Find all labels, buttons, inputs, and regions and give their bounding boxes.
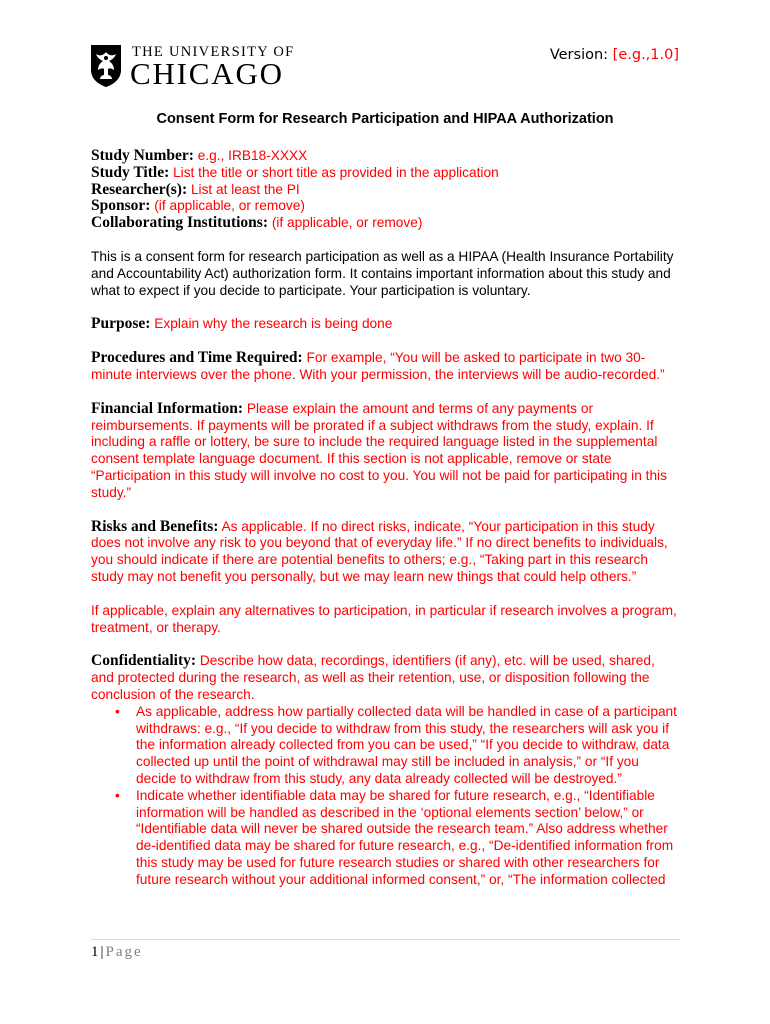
risks-text: As applicable. If no direct risks, indicate, “Your participation in this study does not involve any risk to you beyond that of everyday life.” If no direct benefits to individuals, you should indicate if there are potential benefits to others; e.g., “Taking part in this research study may not benefit you personally, but we may learn new things that could help others.” xyxy=(91,518,668,584)
version-value: [e.g.,1.0] xyxy=(612,47,679,63)
list-item: • Indicate whether identifiable data may be shared for future research, e.g., “Identifiable information will be handled as described in the ‘optional elements section’ below,” or “Identifiable data will never be shared outside the research team.” Also address whether de-identified data may be shared for future research, e.g., “De-identified information from this study may be used for future research studies or shared with other researchers for future research without your additional informed consent,” or, “The information collected xyxy=(136,788,681,889)
researchers-label: Researcher(s): xyxy=(91,180,188,198)
page-number: 1 xyxy=(91,944,99,960)
page-footer xyxy=(91,944,143,961)
procedures-section xyxy=(91,350,681,384)
logo-line-1: THE UNIVERSITY OF xyxy=(132,44,295,60)
purpose-text: Explain why the research is being done xyxy=(154,316,393,332)
page-word: Page xyxy=(105,944,143,960)
collaborating-value: (if applicable, or remove) xyxy=(271,215,423,231)
intro-paragraph: This is a consent form for research participation as well as a HIPAA (Health Insurance Portability and Accountability Act) authorization form. It contains important information about this study and what to expect if you decide to participate. Your participation is voluntary. xyxy=(91,248,674,298)
financial-label: Financial Information: xyxy=(91,399,243,417)
confidentiality-section xyxy=(91,653,681,703)
list-item: • As applicable, address how partially collected data will be handled in case of a participant withdraws: e.g., “If you decide to withdraw from this study, the researchers will ask you if the information already collected from you can be used,” “If you decide to withdraw, data collected up until the point of withdrawal may still be included in analysis,” or “If you decide to withdraw from this study, any data already collected will be destroyed.” xyxy=(136,704,681,788)
confidentiality-bullets xyxy=(91,704,681,889)
study-title-value: List the title or short title as provided in the application xyxy=(173,164,499,180)
sponsor-row xyxy=(91,198,681,215)
confidentiality-label: Confidentiality: xyxy=(91,652,197,670)
document-body xyxy=(91,148,681,888)
study-number-value: e.g., IRB18-XXXX xyxy=(197,148,308,163)
financial-text: Please explain the amount and terms of any payments or reimbursements. If payments will be prorated if a subject withdraws from the study, explain. If including a raffle or lottery, be sure to include the required language listed in the supplemental consent template language document. If this section is not applicable, remove or state “Participation in this study will involve no cost to you. You will not be paid for participating in this study.” xyxy=(91,400,667,500)
phoenix-crest-icon xyxy=(90,44,122,88)
collaborating-row xyxy=(91,215,681,232)
alternatives-paragraph: If applicable, explain any alternatives to participation, in particular if research involves a program, treatment, or therapy. xyxy=(91,602,677,635)
purpose-label: Purpose: xyxy=(91,315,151,333)
procedures-text: For example, “You will be asked to participate in two 30-minute interviews over the phone. With your permission, the interviews will be audio-recorded.” xyxy=(91,350,665,382)
document-title: Consent Form for Research Participation and HIPAA Authorization xyxy=(156,111,614,127)
risks-label: Risks and Benefits: xyxy=(91,517,219,535)
collaborating-label: Collaborating Institutions: xyxy=(91,214,268,232)
study-number-label: Study Number: xyxy=(91,147,194,164)
researchers-value: List at least the PI xyxy=(190,181,300,197)
page-separator: | xyxy=(100,944,104,960)
sponsor-label: Sponsor: xyxy=(91,197,151,215)
study-number-row xyxy=(91,148,681,165)
study-title-row xyxy=(91,165,681,182)
procedures-label: Procedures and Time Required: xyxy=(91,349,303,367)
version-prefix: Version: xyxy=(549,47,613,63)
confidentiality-text: Describe how data, recordings, identifiers (if any), etc. will be used, shared, and protected during the research, as well as their retention, use, or disposition following the conclusion of the research. xyxy=(91,653,655,702)
sponsor-value: (if applicable, or remove) xyxy=(154,198,305,214)
financial-section xyxy=(91,401,681,502)
version-label xyxy=(550,47,679,63)
study-title-label: Study Title: xyxy=(91,163,170,181)
footer-divider xyxy=(91,939,680,940)
study-metadata xyxy=(91,148,681,232)
researchers-row xyxy=(91,182,681,199)
risks-section xyxy=(91,519,681,586)
purpose-section xyxy=(91,316,681,333)
logo-line-2: CHICAGO xyxy=(130,56,284,91)
